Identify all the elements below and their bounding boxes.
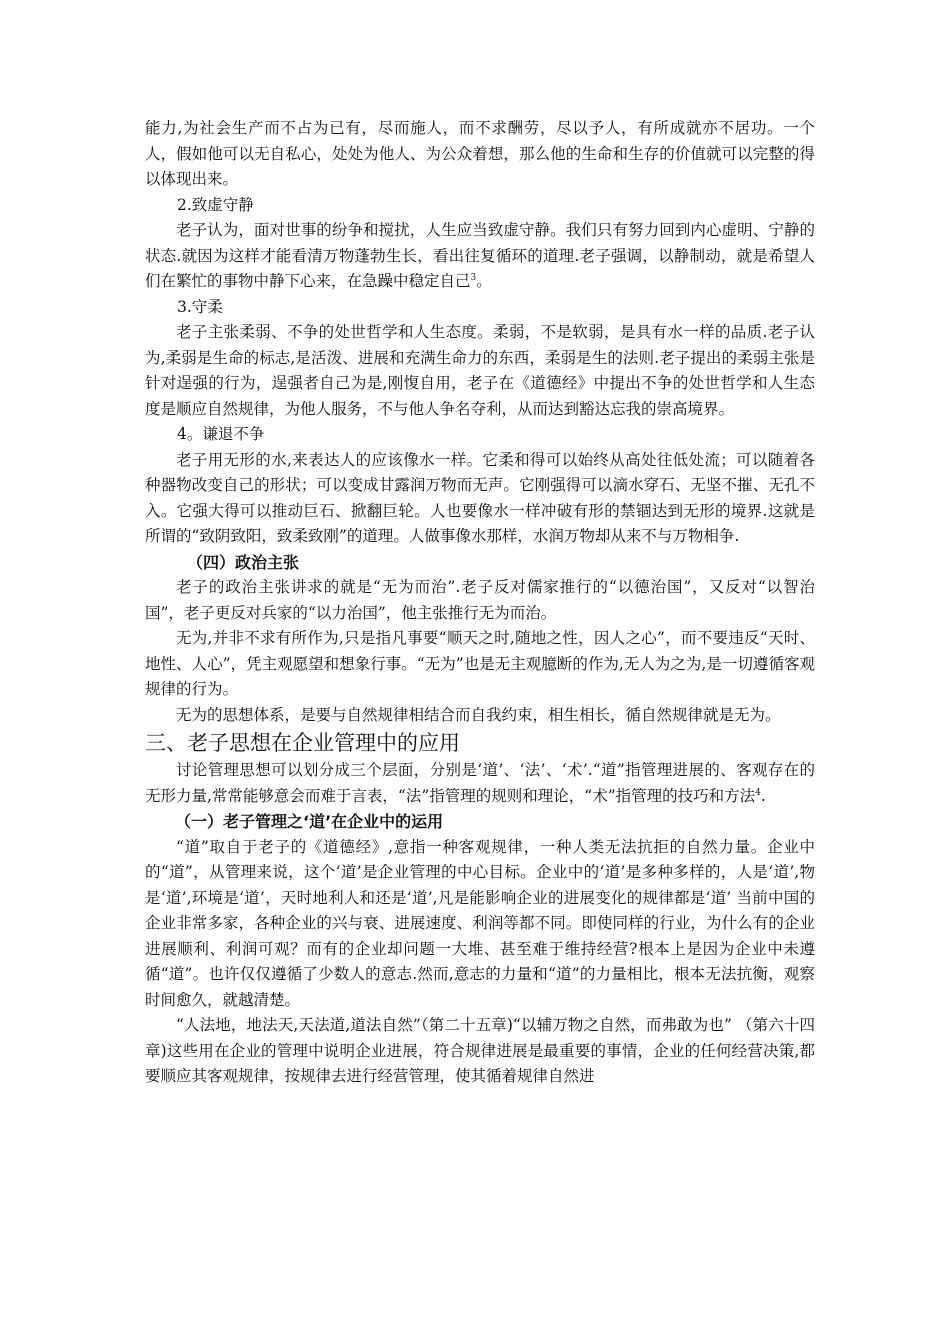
paragraph	[145, 758, 815, 809]
paragraph-end: .	[760, 786, 766, 805]
subsection-title: 3.守柔	[177, 297, 223, 316]
paragraph: “道”取自于老子的《道德经》,意指一种客观规律，一种人类无法抗拒的自然力量。企业中的“道”，从管理来说，这个‘道’是企业管理的中心目标。企业中的‘道’是多种多样的，人是‘道’,物是‘道’,环境是‘道’，天时地利人和还是‘道’,凡是能影响企业的进展变化的规律都是‘道’ 当前中国的企业非常多家，各种企业的兴与衰、进展速度、利润等都不同。即使同样的行业，为什么有的企业进展顺利、利润可观？而有的企业却问题一大堆、甚至难于维持经营?根本上是因为企业中未遵循“道”。也许仅仅遵循了少数人的意志.然而,意志的力量和“道”的力量相比，根本无法抗衡，观察时间愈久，就越清楚。	[145, 837, 815, 1009]
paragraph: 无为的思想体系，是要与自然规律相结合而自我约束，相生相长，循自然规律就是无为。	[176, 705, 781, 724]
paragraph: 老子用无形的水,来表达人的应该像水一样。它柔和得可以始终从高处往低处流；可以随着各种器物改变自己的形状；可以变成甘露润万物而无声。它刚强得可以滴水穿石、无坚不摧、无孔不入。它强大得可以推动巨石、掀翻巨轮。人也要像水一样冲破有形的禁锢达到无形的境界.这就是所谓的“致阴致阳，致柔致刚”的道理。人做事像水那样，水润万物却从来不与万物相争.	[145, 450, 815, 545]
paragraph-end: 。	[476, 272, 492, 290]
paragraph-text: 老子认为，面对世事的纷争和搅扰，人生应当致虚守静。我们只有努力回到内心虚明、宁静的状态.就因为这样才能看清万物蓬勃生长，看出往复循环的道理.老子强调，以静制动，就是希望人们在繁忙的事物中静下心来，在急躁中稳定自己	[145, 221, 815, 290]
paragraph: 老子主张柔弱、不争的处世哲学和人生态度。柔弱，不是软弱，是具有水一样的品质.老子认为,柔弱是生命的标志,是活泼、进展和充满生命力的东西，柔弱是生的法则.老子提出的柔弱主张是针对逞强的行为，逞强者自己为是,刚愎自用，老子在《道德经》中提出不争的处世哲学和人生态度是顺应自然规律，为他人服务，不与他人争名夺利，从而达到豁达忘我的崇高境界。	[145, 323, 815, 418]
section-heading: （四）政治主张	[187, 552, 300, 572]
subsection-title: 4。谦退不争	[177, 425, 265, 443]
paragraph	[145, 218, 815, 295]
chapter-heading: 三、老子思想在企业管理中的应用	[145, 731, 460, 755]
subsection-title: 2.致虚守静	[177, 195, 254, 214]
section-heading: （一）老子管理之‘道’在企业中的运用	[175, 812, 444, 831]
paragraph: 老子的政治主张讲求的就是“无为而治”.老子反对儒家推行的“以德治国”，又反对“以智治国”，老子更反对兵家的“以力治国”，他主张推行无为而治。	[145, 578, 815, 622]
document-page	[145, 116, 815, 1090]
paragraph: 能力,为社会生产而不占为已有，尽而施人，而不求酬劳，尽以予人，有所成就亦不居功。一个人，假如他可以无自私心，处处为他人、为公众着想，那么他的生命和生存的价值就可以完整的得以体现出来。	[145, 119, 815, 188]
paragraph-text: 讨论管理思想可以划分成三个层面，分别是‘道’、‘法’、‘术’.“道”指管理进展的、客观存在的无形力量,常常能够意会而难于言表，“法”指管理的规则和理论，“术”指管理的技巧和方法	[145, 761, 815, 805]
paragraph: “人法地，地法天,天法道,道法自然”（第二十五章)“以辅万物之自然，而弗敢为也” （第六十四章)这些用在企业的管理中说明企业进展，符合规律进展是最重要的事情，企业的任何经营决策,都要顺应其客观规律，按规律去进行经营管理，使其循着规律自然进	[145, 1016, 815, 1085]
paragraph: 无为,并非不求有所作为,只是指凡事要“顺天之时,随地之性，因人之心”，而不要违反“天时、地性、人心”，凭主观愿望和想象行事。“无为”也是无主观臆断的作为,无人为之为,是一切遵循客观规律的行为。	[145, 629, 815, 698]
footnote-ref: 4	[755, 787, 761, 798]
footnote-ref: 3	[470, 272, 477, 283]
